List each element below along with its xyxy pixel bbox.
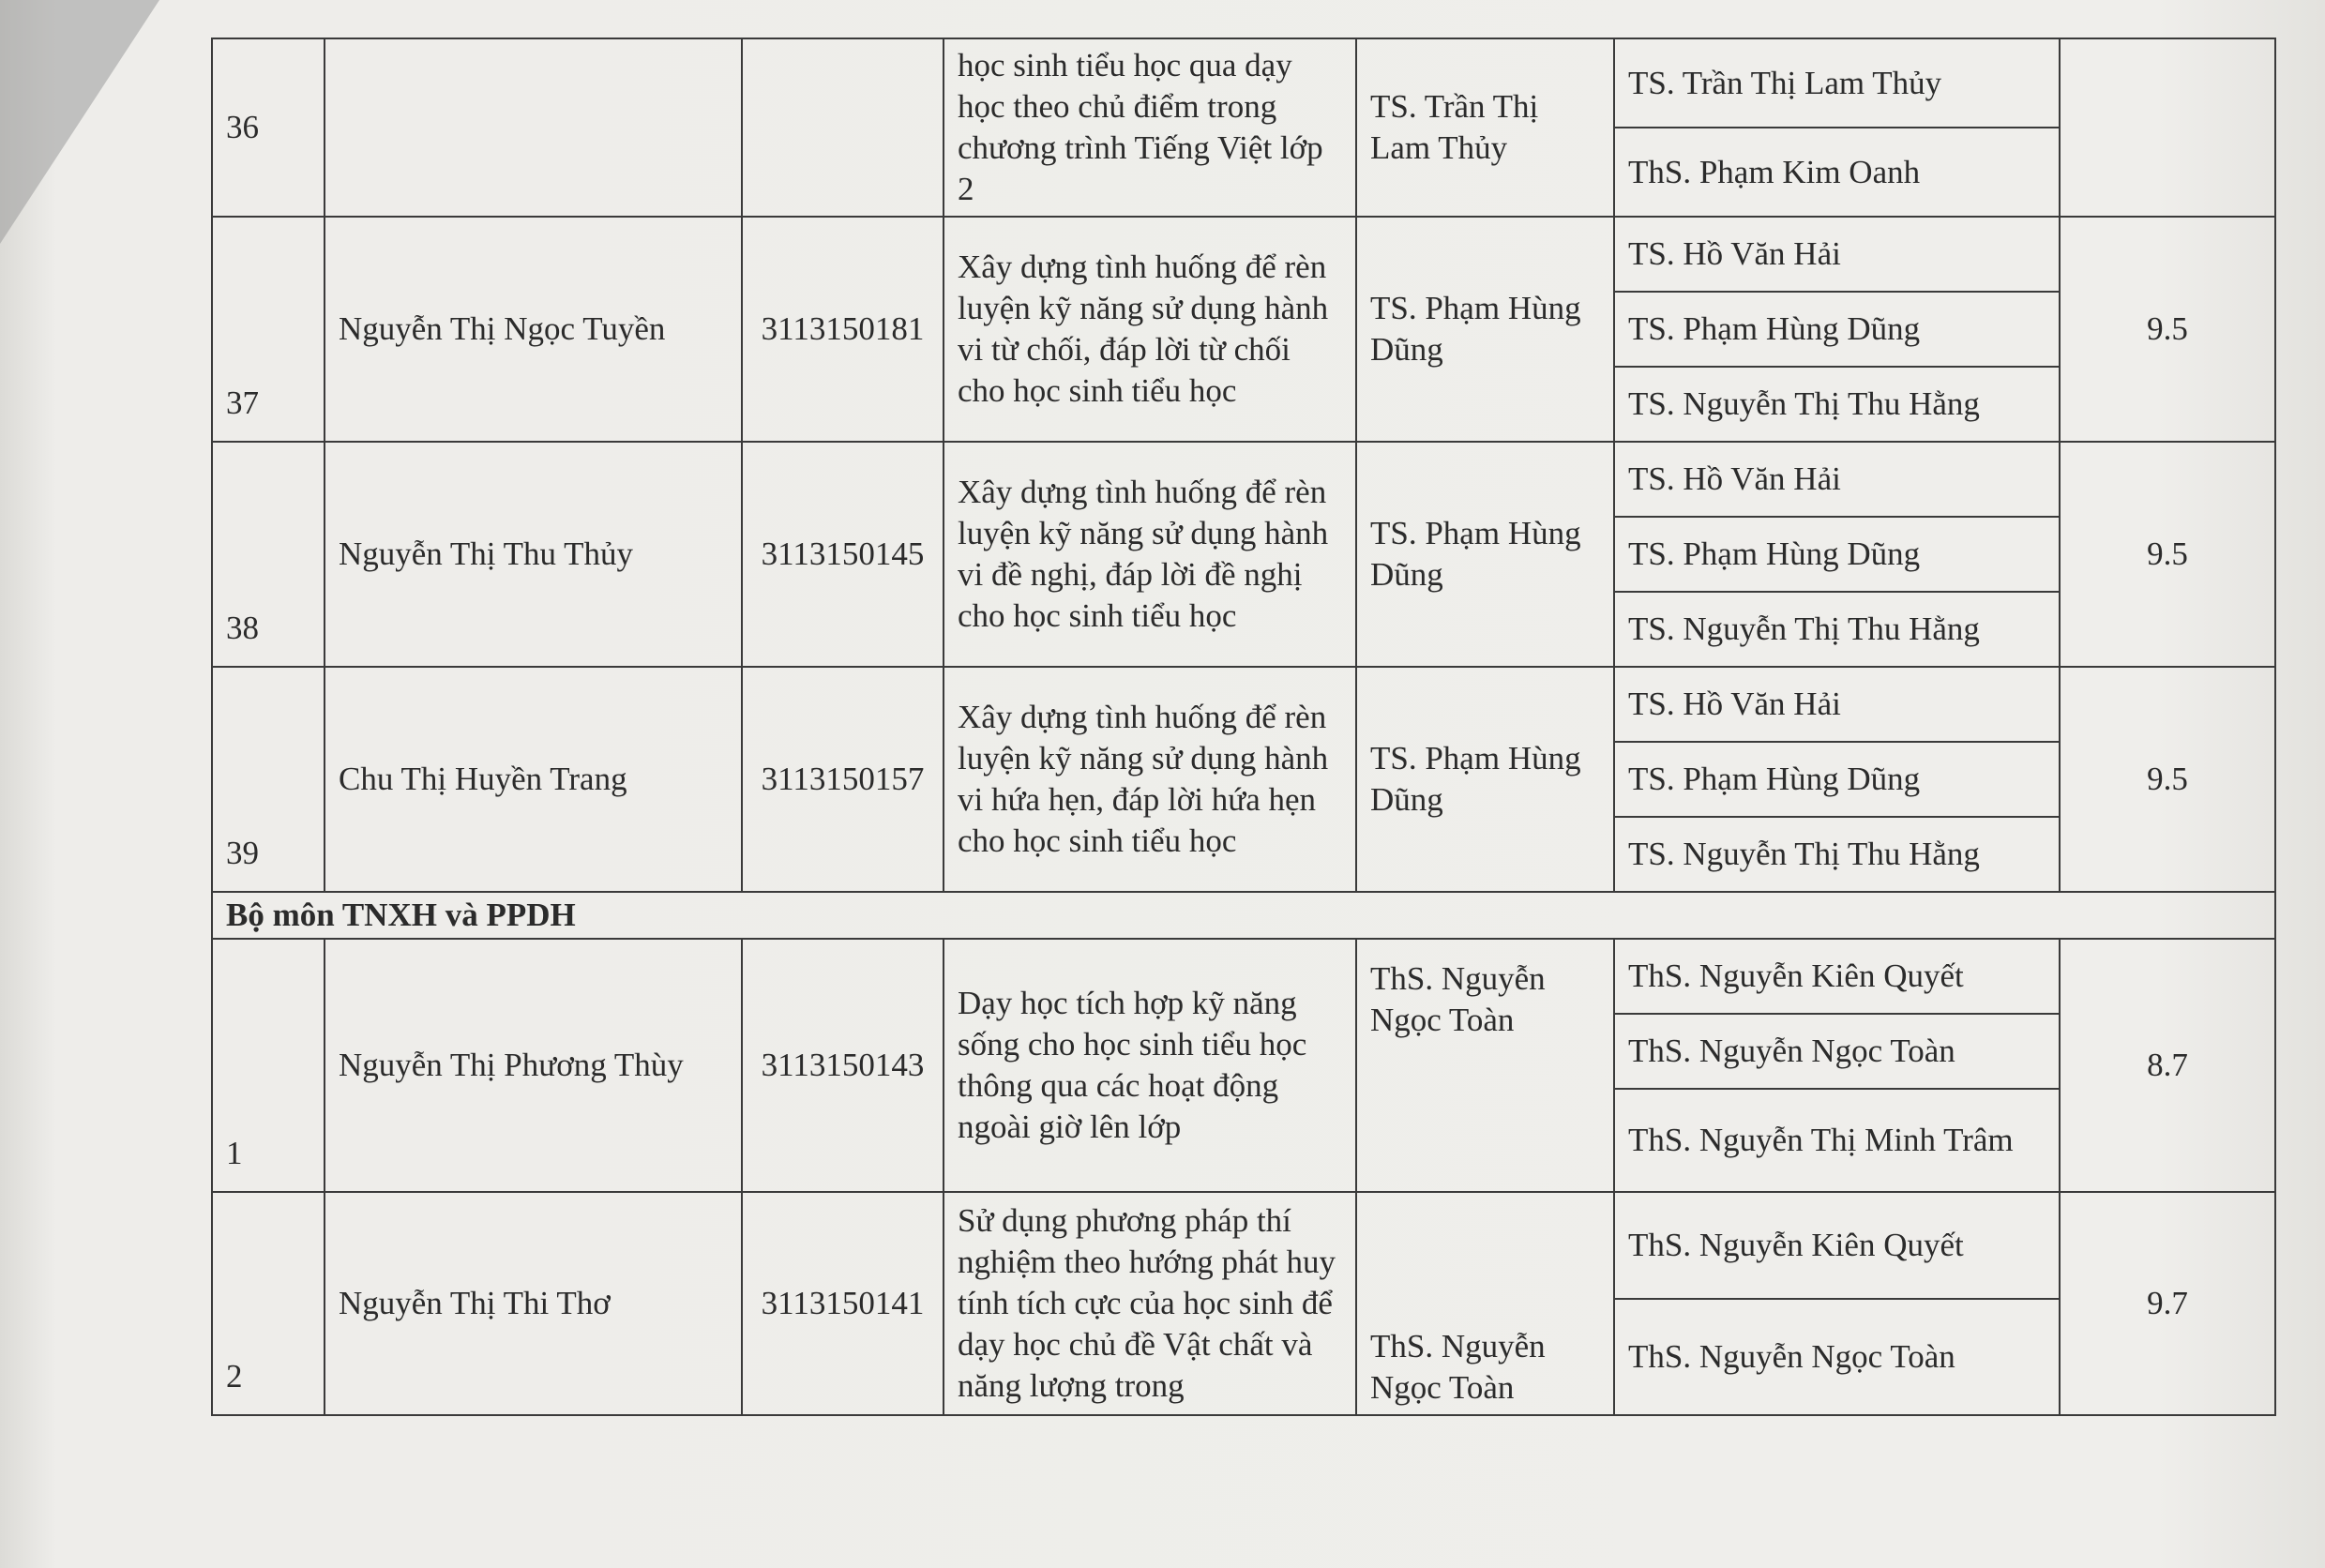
row-number: 39 [212, 667, 325, 892]
table-row [212, 1192, 2275, 1299]
reviewer: ThS. Phạm Kim Oanh [1614, 128, 2060, 217]
table-row [212, 667, 2275, 742]
thesis-topic: Xây dựng tình huống để rèn luyện kỹ năng sử dụng hành vi từ chối, đáp lời từ chối cho học sinh tiểu học [944, 217, 1356, 442]
reviewer: TS. Phạm Hùng Dũng [1614, 517, 2060, 592]
reviewer: ThS. Nguyễn Kiên Quyết [1614, 939, 2060, 1014]
score: 9.5 [2060, 217, 2275, 442]
student-name [325, 38, 742, 217]
score: 9.5 [2060, 667, 2275, 892]
thesis-topic: Sử dụng phương pháp thí nghiệm theo hướng phát huy tính tích cực của học sinh để dạy học chủ đề Vật chất và năng lượng trong [944, 1192, 1356, 1415]
advisor: TS. Phạm Hùng Dũng [1356, 667, 1614, 892]
student-id: 3113150141 [742, 1192, 944, 1415]
reviewer: TS. Phạm Hùng Dũng [1614, 742, 2060, 817]
score: 8.7 [2060, 939, 2275, 1192]
score: 9.5 [2060, 442, 2275, 667]
student-id: 3113150157 [742, 667, 944, 892]
table-row [212, 939, 2275, 1014]
reviewer: TS. Hồ Văn Hải [1614, 442, 2060, 517]
thesis-topic: Xây dựng tình huống để rèn luyện kỹ năng sử dụng hành vi hứa hẹn, đáp lời hứa hẹn cho học sinh tiểu học [944, 667, 1356, 892]
reviewer: TS. Nguyễn Thị Thu Hằng [1614, 592, 2060, 667]
advisor: ThS. Nguyễn Ngọc Toàn [1356, 1192, 1614, 1415]
reviewer: TS. Trần Thị Lam Thủy [1614, 38, 2060, 128]
page-fold-shadow [0, 0, 159, 244]
row-number: 2 [212, 1192, 325, 1415]
reviewer: ThS. Nguyễn Ngọc Toàn [1614, 1299, 2060, 1415]
thesis-topic: Dạy học tích hợp kỹ năng sống cho học sinh tiểu học thông qua các hoạt động ngoài giờ lên lớp [944, 939, 1356, 1192]
reviewer: ThS. Nguyễn Thị Minh Trâm [1614, 1089, 2060, 1192]
student-name: Nguyễn Thị Phương Thùy [325, 939, 742, 1192]
table-row [212, 38, 2275, 128]
reviewer: TS. Hồ Văn Hải [1614, 667, 2060, 742]
thesis-topic: Xây dựng tình huống để rèn luyện kỹ năng sử dụng hành vi đề nghị, đáp lời đề nghị cho học sinh tiểu học [944, 442, 1356, 667]
reviewer: TS. Phạm Hùng Dũng [1614, 292, 2060, 367]
score: 9.7 [2060, 1192, 2275, 1415]
row-number: 1 [212, 939, 325, 1192]
table-row [212, 442, 2275, 517]
advisor: TS. Trần Thị Lam Thủy [1356, 38, 1614, 217]
thesis-table [211, 38, 2276, 1416]
reviewer: TS. Nguyễn Thị Thu Hằng [1614, 817, 2060, 892]
reviewer: TS. Hồ Văn Hải [1614, 217, 2060, 292]
student-name: Chu Thị Huyền Trang [325, 667, 742, 892]
reviewer: ThS. Nguyễn Ngọc Toàn [1614, 1014, 2060, 1089]
section-title: Bộ môn TNXH và PPDH [212, 892, 2275, 939]
advisor: ThS. Nguyễn Ngọc Toàn [1356, 939, 1614, 1192]
table-row [212, 217, 2275, 292]
score [2060, 38, 2275, 217]
student-id: 3113150145 [742, 442, 944, 667]
student-name: Nguyễn Thị Ngọc Tuyền [325, 217, 742, 442]
reviewer: TS. Nguyễn Thị Thu Hằng [1614, 367, 2060, 442]
advisor: TS. Phạm Hùng Dũng [1356, 217, 1614, 442]
student-name: Nguyễn Thị Thi Thơ [325, 1192, 742, 1415]
section-header-row [212, 892, 2275, 939]
student-id: 3113150181 [742, 217, 944, 442]
student-id: 3113150143 [742, 939, 944, 1192]
student-id [742, 38, 944, 217]
row-number: 37 [212, 217, 325, 442]
student-name: Nguyễn Thị Thu Thủy [325, 442, 742, 667]
row-number: 36 [212, 38, 325, 217]
thesis-topic: học sinh tiểu học qua dạy học theo chủ điểm trong chương trình Tiếng Việt lớp 2 [944, 38, 1356, 217]
reviewer: ThS. Nguyễn Kiên Quyết [1614, 1192, 2060, 1299]
row-number: 38 [212, 442, 325, 667]
advisor: TS. Phạm Hùng Dũng [1356, 442, 1614, 667]
